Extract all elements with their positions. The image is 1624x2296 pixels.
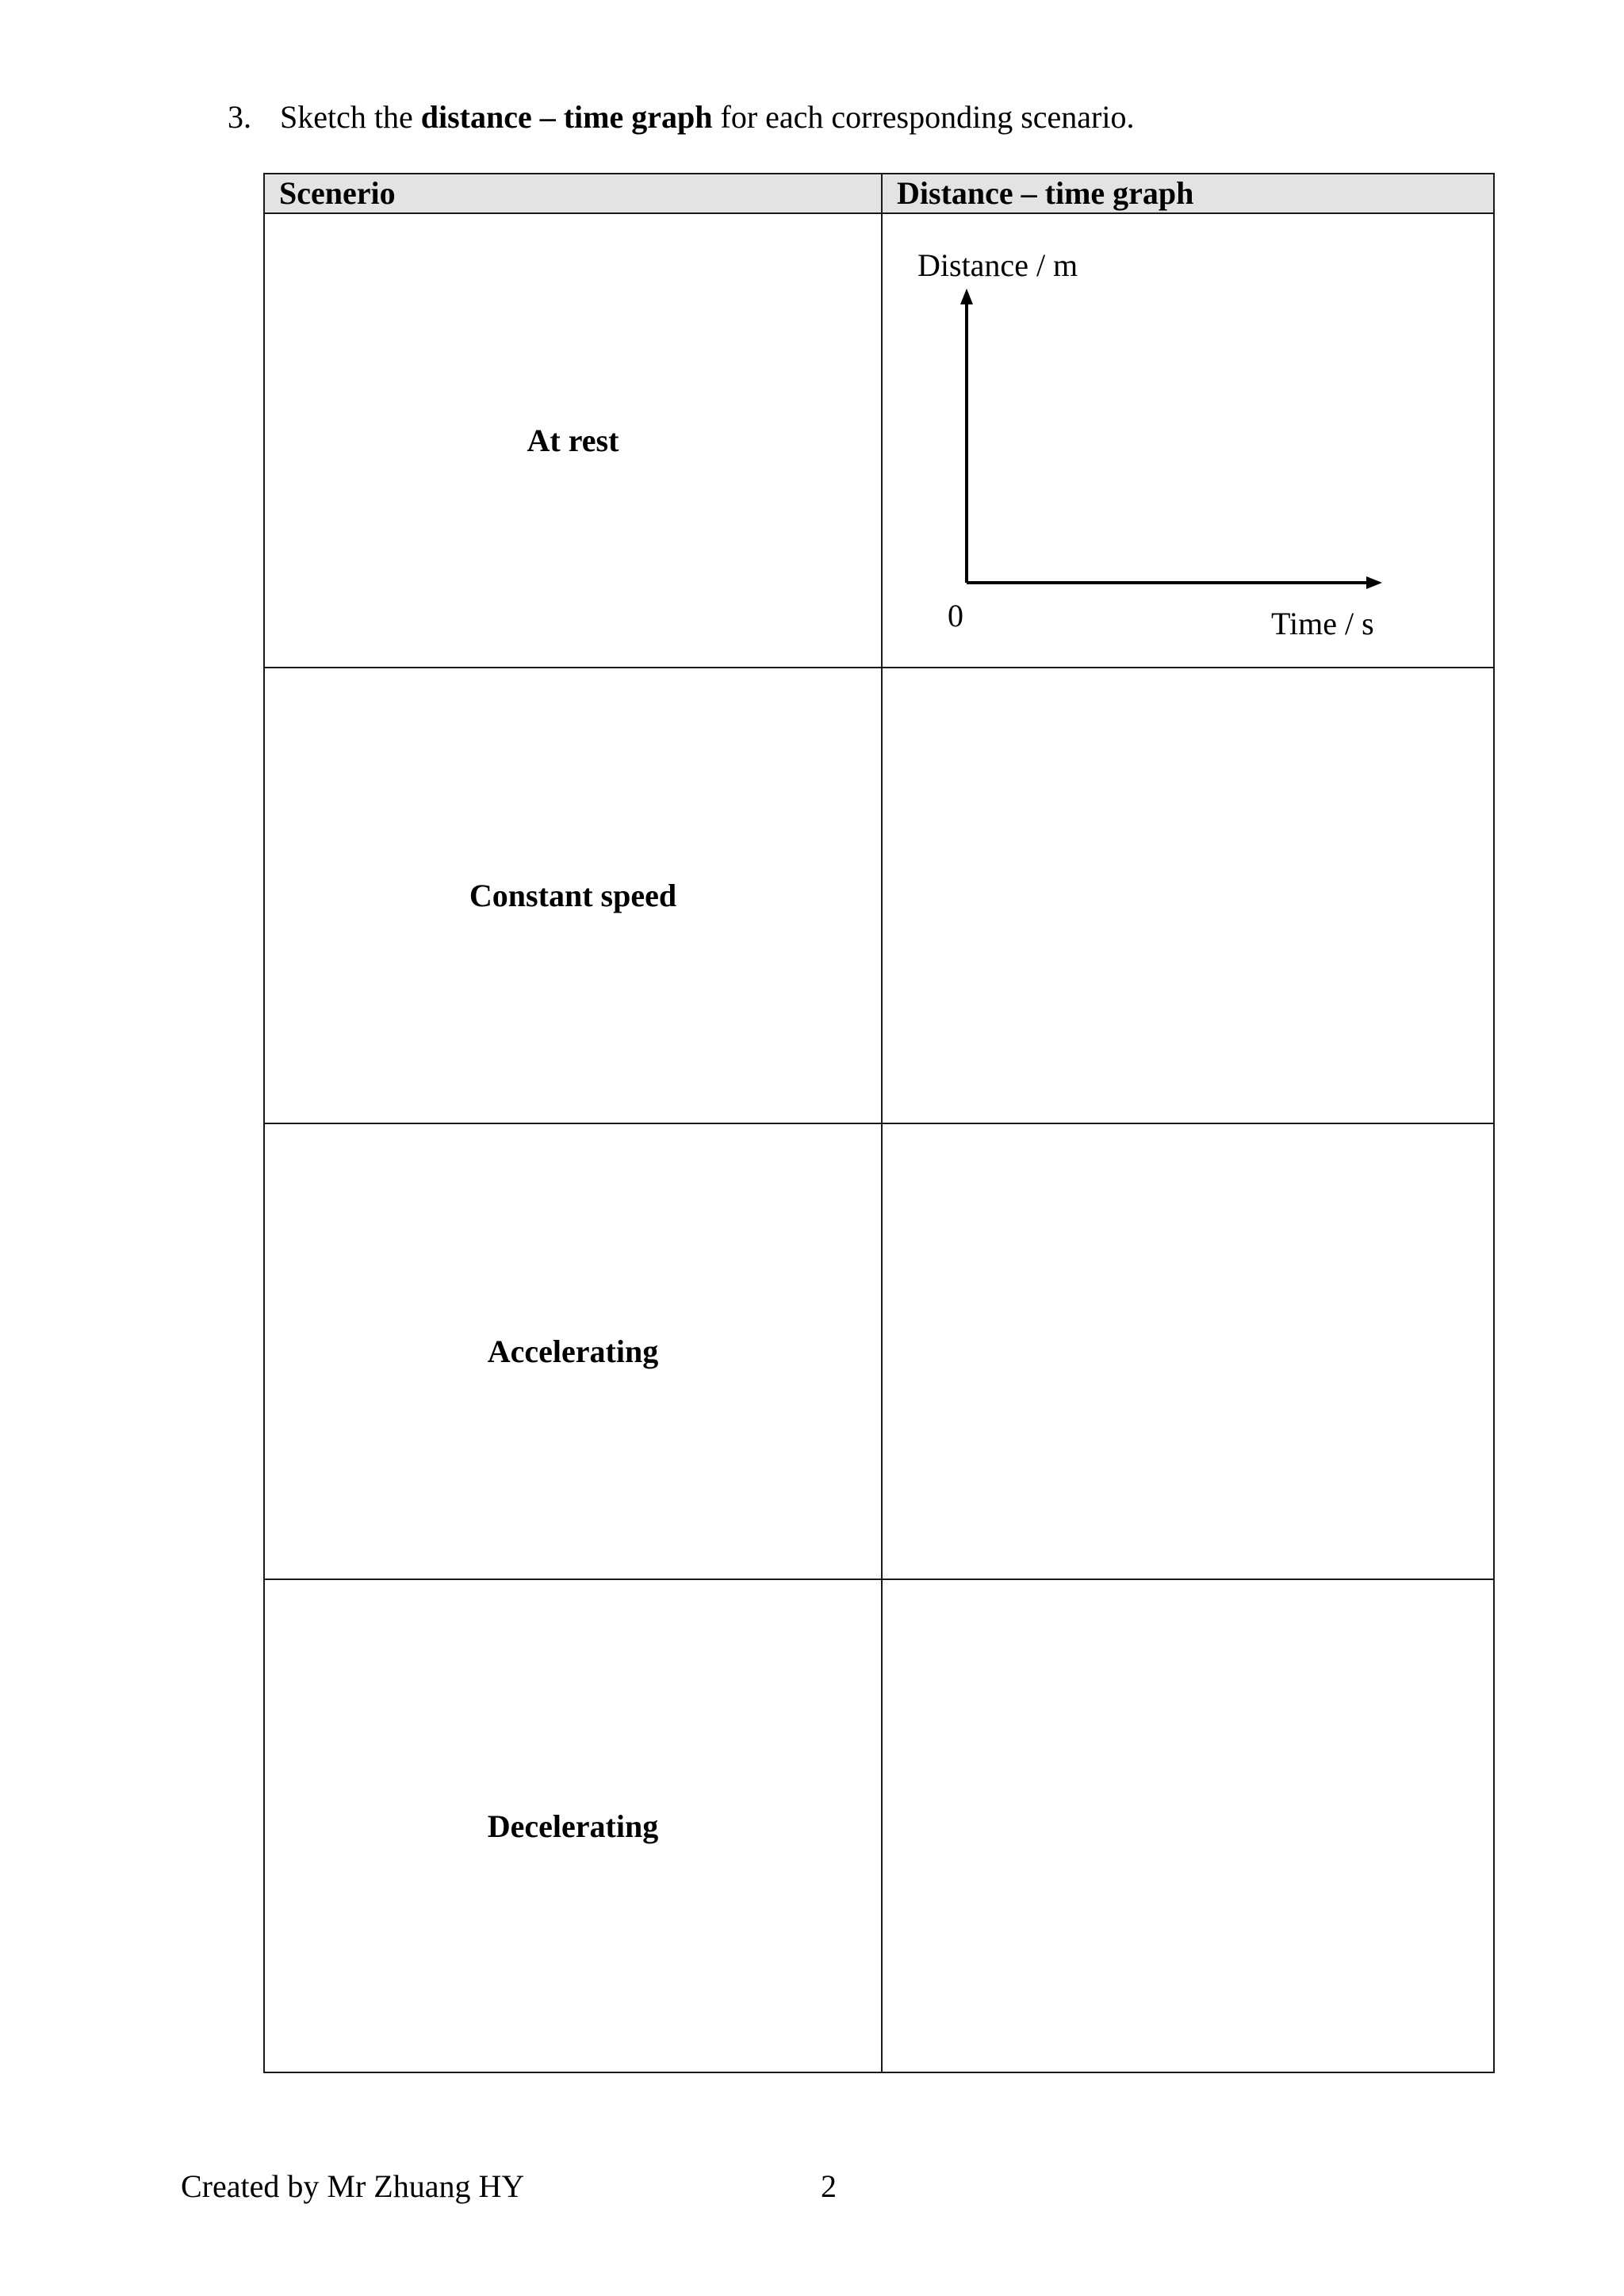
question-number: 3. — [228, 99, 251, 135]
question-prompt — [228, 95, 1135, 140]
x-axis-label: Time / s — [1271, 606, 1374, 641]
table-row — [264, 213, 1494, 668]
example-distance-time-axes — [883, 214, 1495, 667]
graph-cell-decelerating[interactable] — [882, 1579, 1494, 2072]
footer-page-number: 2 — [821, 2168, 837, 2204]
x-axis-arrowhead — [1366, 576, 1382, 589]
scenario-cell-at-rest: At rest — [264, 213, 882, 668]
table-row — [264, 668, 1494, 1123]
table-row — [264, 1579, 1494, 2072]
header-graph: Distance – time graph — [882, 174, 1494, 213]
table-row — [264, 1123, 1494, 1579]
scenario-cell-accelerating: Accelerating — [264, 1123, 882, 1579]
graph-cell-at-rest — [882, 213, 1494, 668]
y-axis-arrowhead — [960, 289, 973, 304]
scenario-cell-constant-speed: Constant speed — [264, 668, 882, 1123]
question-text-before: Sketch the — [280, 99, 421, 135]
graph-cell-accelerating[interactable] — [882, 1123, 1494, 1579]
footer-credit: Created by Mr Zhuang HY — [181, 2168, 525, 2204]
header-scenario: Scenerio — [264, 174, 882, 213]
origin-label: 0 — [948, 598, 963, 633]
scenario-cell-decelerating: Decelerating — [264, 1579, 882, 2072]
question-text-after: for each corresponding scenario. — [712, 99, 1135, 135]
graph-cell-constant-speed[interactable] — [882, 668, 1494, 1123]
table-header-row — [264, 174, 1494, 213]
question-text-bold: distance – time graph — [420, 99, 713, 135]
scenario-graph-table — [263, 173, 1495, 2073]
y-axis-label: Distance / m — [917, 247, 1078, 283]
